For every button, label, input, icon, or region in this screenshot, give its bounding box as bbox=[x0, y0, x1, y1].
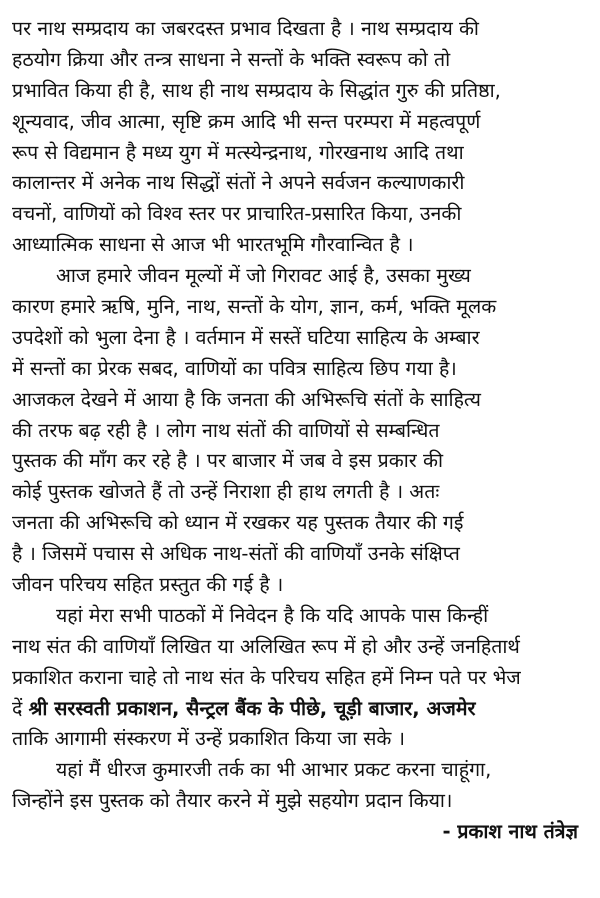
text-line: कोई पुस्तक खोजते हैं तो उन्हें निराशा ही हाथ लगती है । अतः bbox=[12, 480, 440, 504]
text-line: की तरफ बढ़ रही है । लोग नाथ संतों की वाणियों से सम्बन्धित bbox=[12, 418, 440, 442]
paragraph-2 bbox=[12, 261, 588, 601]
text-line: कालान्तर में अनेक नाथ सिद्धों संतों ने अपने सर्वजन कल्याणकारी bbox=[12, 171, 465, 195]
text-line: कारण हमारे ऋषि, मुनि, नाथ, सन्तों के योग, ज्ञान, कर्म, भक्ति मूलक bbox=[12, 295, 497, 319]
author-signature: - प्रकाश नाथ तंत्रेज्ञ bbox=[442, 820, 578, 844]
text-line: वचनों, वाणियों को विश्व स्तर पर प्राचारित-प्रसारित किया, उनकी bbox=[12, 202, 462, 226]
text-line: यहां मैं धीरज कुमारजी तर्क का भी आभार प्रकट करना चाहूंगा, bbox=[56, 758, 492, 782]
text-line: आज हमारे जीवन मूल्यों में जो गिरावट आई है, उसका मुख्य bbox=[56, 264, 471, 288]
text-line: प्रकाशित कराना चाहे तो नाथ संत के परिचय सहित हमें निम्न पते पर भेज bbox=[12, 665, 521, 689]
text-line: पुस्तक की माँग कर रहे है । पर बाजार में जब वे इस प्रकार की bbox=[12, 449, 443, 473]
paragraph-1 bbox=[12, 14, 588, 261]
text-line: रूप से विद्यमान है मध्य युग में मत्स्येन्द्रनाथ, गोरखनाथ आदि तथा bbox=[12, 140, 464, 164]
text-line: ताकि आगामी संस्करण में उन्हें प्रकाशित किया जा सके । bbox=[12, 727, 406, 751]
text-line: में सन्तों का प्रेरक सबद, वाणियों का पवित्र साहित्य छिप गया है। bbox=[12, 356, 457, 380]
text-line: है । जिसमें पचास से अधिक नाथ-संतों की वाणियाँ उनके संक्षिप्त bbox=[12, 542, 460, 566]
text-line: जनता की अभिरूचि को ध्यान में रखकर यह पुस्तक तैयार की गई bbox=[12, 511, 464, 535]
text-line: जीवन परिचय सहित प्रस्तुत की गई है । bbox=[12, 573, 284, 597]
text-line: जिन्होंने इस पुस्तक को तैयार करने में मुझे सहयोग प्रदान किया। bbox=[12, 789, 453, 813]
text-line: पर नाथ सम्प्रदाय का जबरदस्त प्रभाव दिखता है । नाथ सम्प्रदाय की bbox=[12, 17, 479, 40]
address-prefix: दें bbox=[12, 696, 23, 720]
address-line bbox=[12, 694, 588, 725]
paragraph-4 bbox=[12, 755, 588, 817]
text-line: आजकल देखने में आया है कि जनता की अभिरूचि संतों के साहित्य bbox=[12, 387, 481, 411]
text-line: उपदेशों को भुला देना है । वर्तमान में सस्तें घटिया साहित्य के अम्बार bbox=[12, 325, 480, 349]
publisher-address: श्री सरस्वती प्रकाशन, सैन्ट्रल बैंक के पीछे, चूड़ी बाजार, अजमेर bbox=[28, 696, 476, 720]
text-line: शून्यवाद, जीव आत्मा, सृष्टि क्रम आदि भी सन्त परम्परा में महत्वपूर्ण bbox=[12, 109, 481, 133]
text-line: आध्यात्मिक साधना से आज भी भारतभूमि गौरवान्वित है । bbox=[12, 233, 414, 257]
paragraph-3 bbox=[12, 601, 588, 755]
text-line: नाथ संत की वाणियाँ लिखित या अलिखित रूप में हो और उन्हें जनहितार्थ bbox=[12, 634, 520, 658]
text-line: प्रभावित किया ही है, साथ ही नाथ सम्प्रदाय के सिद्धांत गुरु की प्रतिष्ठा, bbox=[12, 78, 501, 102]
text-line: हठयोग क्रिया और तन्त्र साधना ने सन्तों के भक्ति स्वरूप को तो bbox=[12, 47, 451, 71]
text-line: यहां मेरा सभी पाठकों में निवेदन है कि यदि आपके पास किन्हीं bbox=[56, 603, 489, 627]
